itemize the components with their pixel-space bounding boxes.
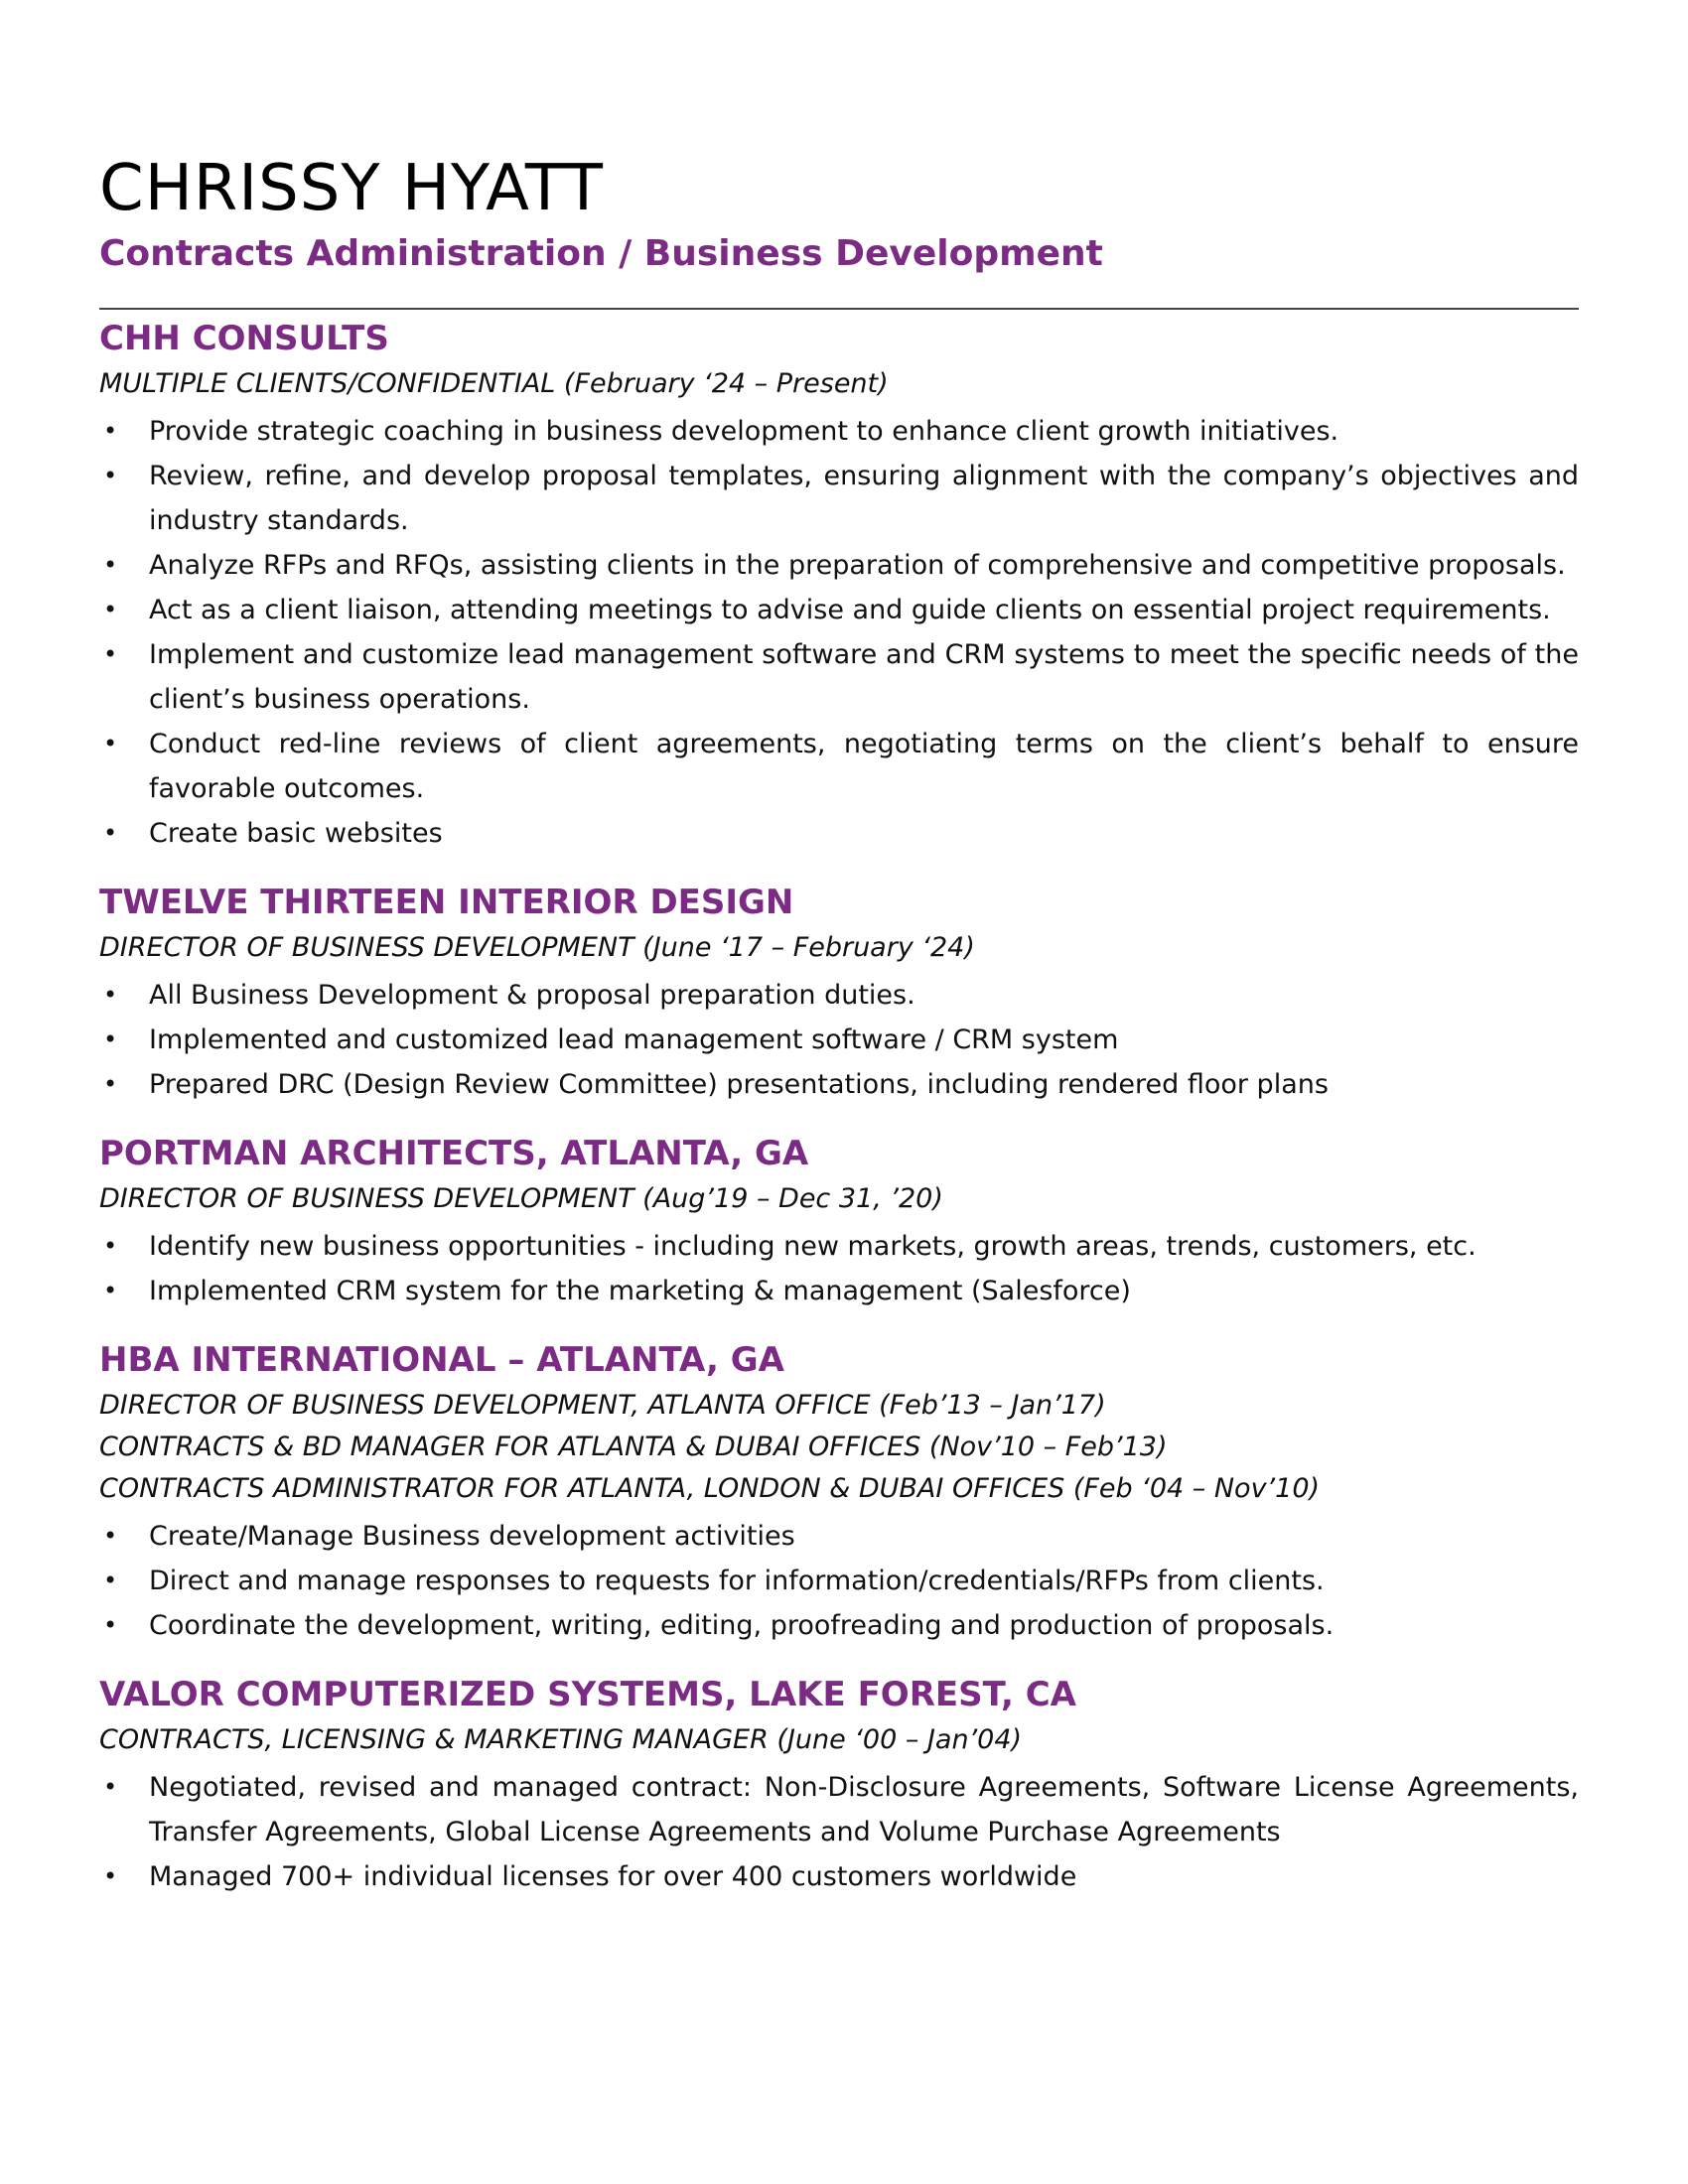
bullet-dot-icon: • <box>103 981 118 1009</box>
bullet-dot-icon: • <box>103 1773 118 1801</box>
list-item <box>99 1765 1579 1854</box>
role-line: MULTIPLE CLIENTS/CONFIDENTIAL (February ‘24 – Present) <box>99 368 889 399</box>
role-line: CONTRACTS ADMINISTRATOR FOR ATLANTA, LONDON & DUBAI OFFICES (Feb ‘04 – Nov’10) <box>99 1473 1321 1504</box>
list-item-text: Implemented CRM system for the marketing & management (Salesforce) <box>149 1276 1131 1306</box>
bullet-dot-icon: • <box>103 462 118 489</box>
list-item <box>99 1224 1579 1269</box>
role-line: CONTRACTS & BD MANAGER FOR ATLANTA & DUBAI OFFICES (Nov’10 – Feb’13) <box>99 1432 1168 1462</box>
list-item-text: Conduct red-line reviews of client agreements, negotiating terms on the client’s behalf to ensure favorable outcomes. <box>149 729 1579 804</box>
bullet-dot-icon: • <box>103 1070 118 1098</box>
list-item <box>99 543 1579 588</box>
section-spacer <box>99 1107 1579 1129</box>
list-item <box>99 454 1579 543</box>
bullet-dot-icon: • <box>103 1277 118 1304</box>
section-spacer <box>99 1648 1579 1670</box>
duties-list <box>99 973 1579 1107</box>
list-item <box>99 1269 1579 1313</box>
duties-list <box>99 409 1579 856</box>
list-item-text: Act as a client liaison, attending meetings to advise and guide clients on essential project requirements. <box>149 595 1551 625</box>
bullet-dot-icon: • <box>103 730 118 757</box>
experience-section <box>99 1648 1579 1899</box>
role-line: DIRECTOR OF BUSINESS DEVELOPMENT, ATLANTA OFFICE (Feb’13 – Jan’17) <box>99 1390 1106 1421</box>
resume-page <box>99 149 1579 1899</box>
list-item <box>99 409 1579 454</box>
list-item-text: Identify new business opportunities - including new markets, growth areas, trends, customers, etc. <box>149 1231 1477 1262</box>
duties-list <box>99 1224 1579 1313</box>
duties-list <box>99 1765 1579 1899</box>
professional-title: Contracts Administration / Business Development <box>99 233 1103 274</box>
list-item <box>99 1062 1579 1107</box>
list-item-text: Managed 700+ individual licenses for over 400 customers worldwide <box>149 1861 1077 1892</box>
bullet-dot-icon: • <box>103 1522 118 1550</box>
list-item-text: Negotiated, revised and managed contract: Non-Disclosure Agreements, Software License Agreements, Transfer Agreements, Global License Agreements and Volume Purchase Agreements <box>149 1772 1579 1847</box>
company-heading: VALOR COMPUTERIZED SYSTEMS, LAKE FOREST, CA <box>99 1675 1076 1714</box>
list-item <box>99 632 1579 722</box>
bullet-dot-icon: • <box>103 1567 118 1594</box>
company-heading: HBA INTERNATIONAL – ATLANTA, GA <box>99 1340 784 1380</box>
list-item <box>99 722 1579 811</box>
bullet-dot-icon: • <box>103 819 118 847</box>
experience-section <box>99 1313 1579 1648</box>
list-item <box>99 811 1579 856</box>
list-item-text: All Business Development & proposal preparation duties. <box>149 980 915 1011</box>
experience-sections <box>99 314 1579 1899</box>
list-item-text: Direct and manage responses to requests for information/credentials/RFPs from clients. <box>149 1566 1325 1596</box>
bullet-dot-icon: • <box>103 551 118 579</box>
company-heading: TWELVE THIRTEEN INTERIOR DESIGN <box>99 883 794 922</box>
list-item-text: Review, refine, and develop proposal templates, ensuring alignment with the company’s objectives and industry standards. <box>149 461 1579 536</box>
list-item <box>99 588 1579 632</box>
role-line: DIRECTOR OF BUSINESS DEVELOPMENT (Aug’19 – Dec 31, ’20) <box>99 1183 943 1214</box>
section-spacer <box>99 856 1579 878</box>
list-item-text: Implemented and customized lead management software / CRM system <box>149 1024 1119 1055</box>
experience-section <box>99 314 1579 856</box>
experience-section <box>99 856 1579 1107</box>
list-item <box>99 1514 1579 1559</box>
list-item <box>99 1854 1579 1899</box>
duties-list <box>99 1514 1579 1648</box>
list-item-text: Prepared DRC (Design Review Committee) presentations, including rendered floor plans <box>149 1069 1329 1100</box>
bullet-dot-icon: • <box>103 1862 118 1890</box>
bullet-dot-icon: • <box>103 417 118 445</box>
list-item <box>99 973 1579 1018</box>
list-item-text: Implement and customize lead management software and CRM systems to meet the specific needs of the client’s business operations. <box>149 639 1579 715</box>
bullet-dot-icon: • <box>103 596 118 623</box>
list-item-text: Create basic websites <box>149 818 443 849</box>
bullet-dot-icon: • <box>103 1611 118 1639</box>
role-line: CONTRACTS, LICENSING & MARKETING MANAGER (June ‘00 – Jan’04) <box>99 1724 1023 1755</box>
role-line: DIRECTOR OF BUSINESS DEVELOPMENT (June ‘17 – February ‘24) <box>99 932 975 963</box>
bullet-dot-icon: • <box>103 1232 118 1260</box>
list-item-text: Provide strategic coaching in business development to enhance client growth initiatives. <box>149 416 1339 447</box>
list-item <box>99 1603 1579 1648</box>
company-heading: PORTMAN ARCHITECTS, ATLANTA, GA <box>99 1134 809 1173</box>
bullet-dot-icon: • <box>103 640 118 668</box>
list-item <box>99 1018 1579 1062</box>
experience-section <box>99 1107 1579 1313</box>
header-divider <box>99 308 1579 310</box>
section-spacer <box>99 1313 1579 1335</box>
list-item <box>99 1559 1579 1603</box>
list-item-text: Analyze RFPs and RFQs, assisting clients in the preparation of comprehensive and competitive proposals. <box>149 550 1566 581</box>
list-item-text: Coordinate the development, writing, editing, proofreading and production of proposals. <box>149 1610 1335 1641</box>
company-heading: CHH CONSULTS <box>99 319 389 358</box>
list-item-text: Create/Manage Business development activities <box>149 1521 795 1552</box>
bullet-dot-icon: • <box>103 1025 118 1053</box>
candidate-name: CHRISSY HYATT <box>99 152 604 225</box>
